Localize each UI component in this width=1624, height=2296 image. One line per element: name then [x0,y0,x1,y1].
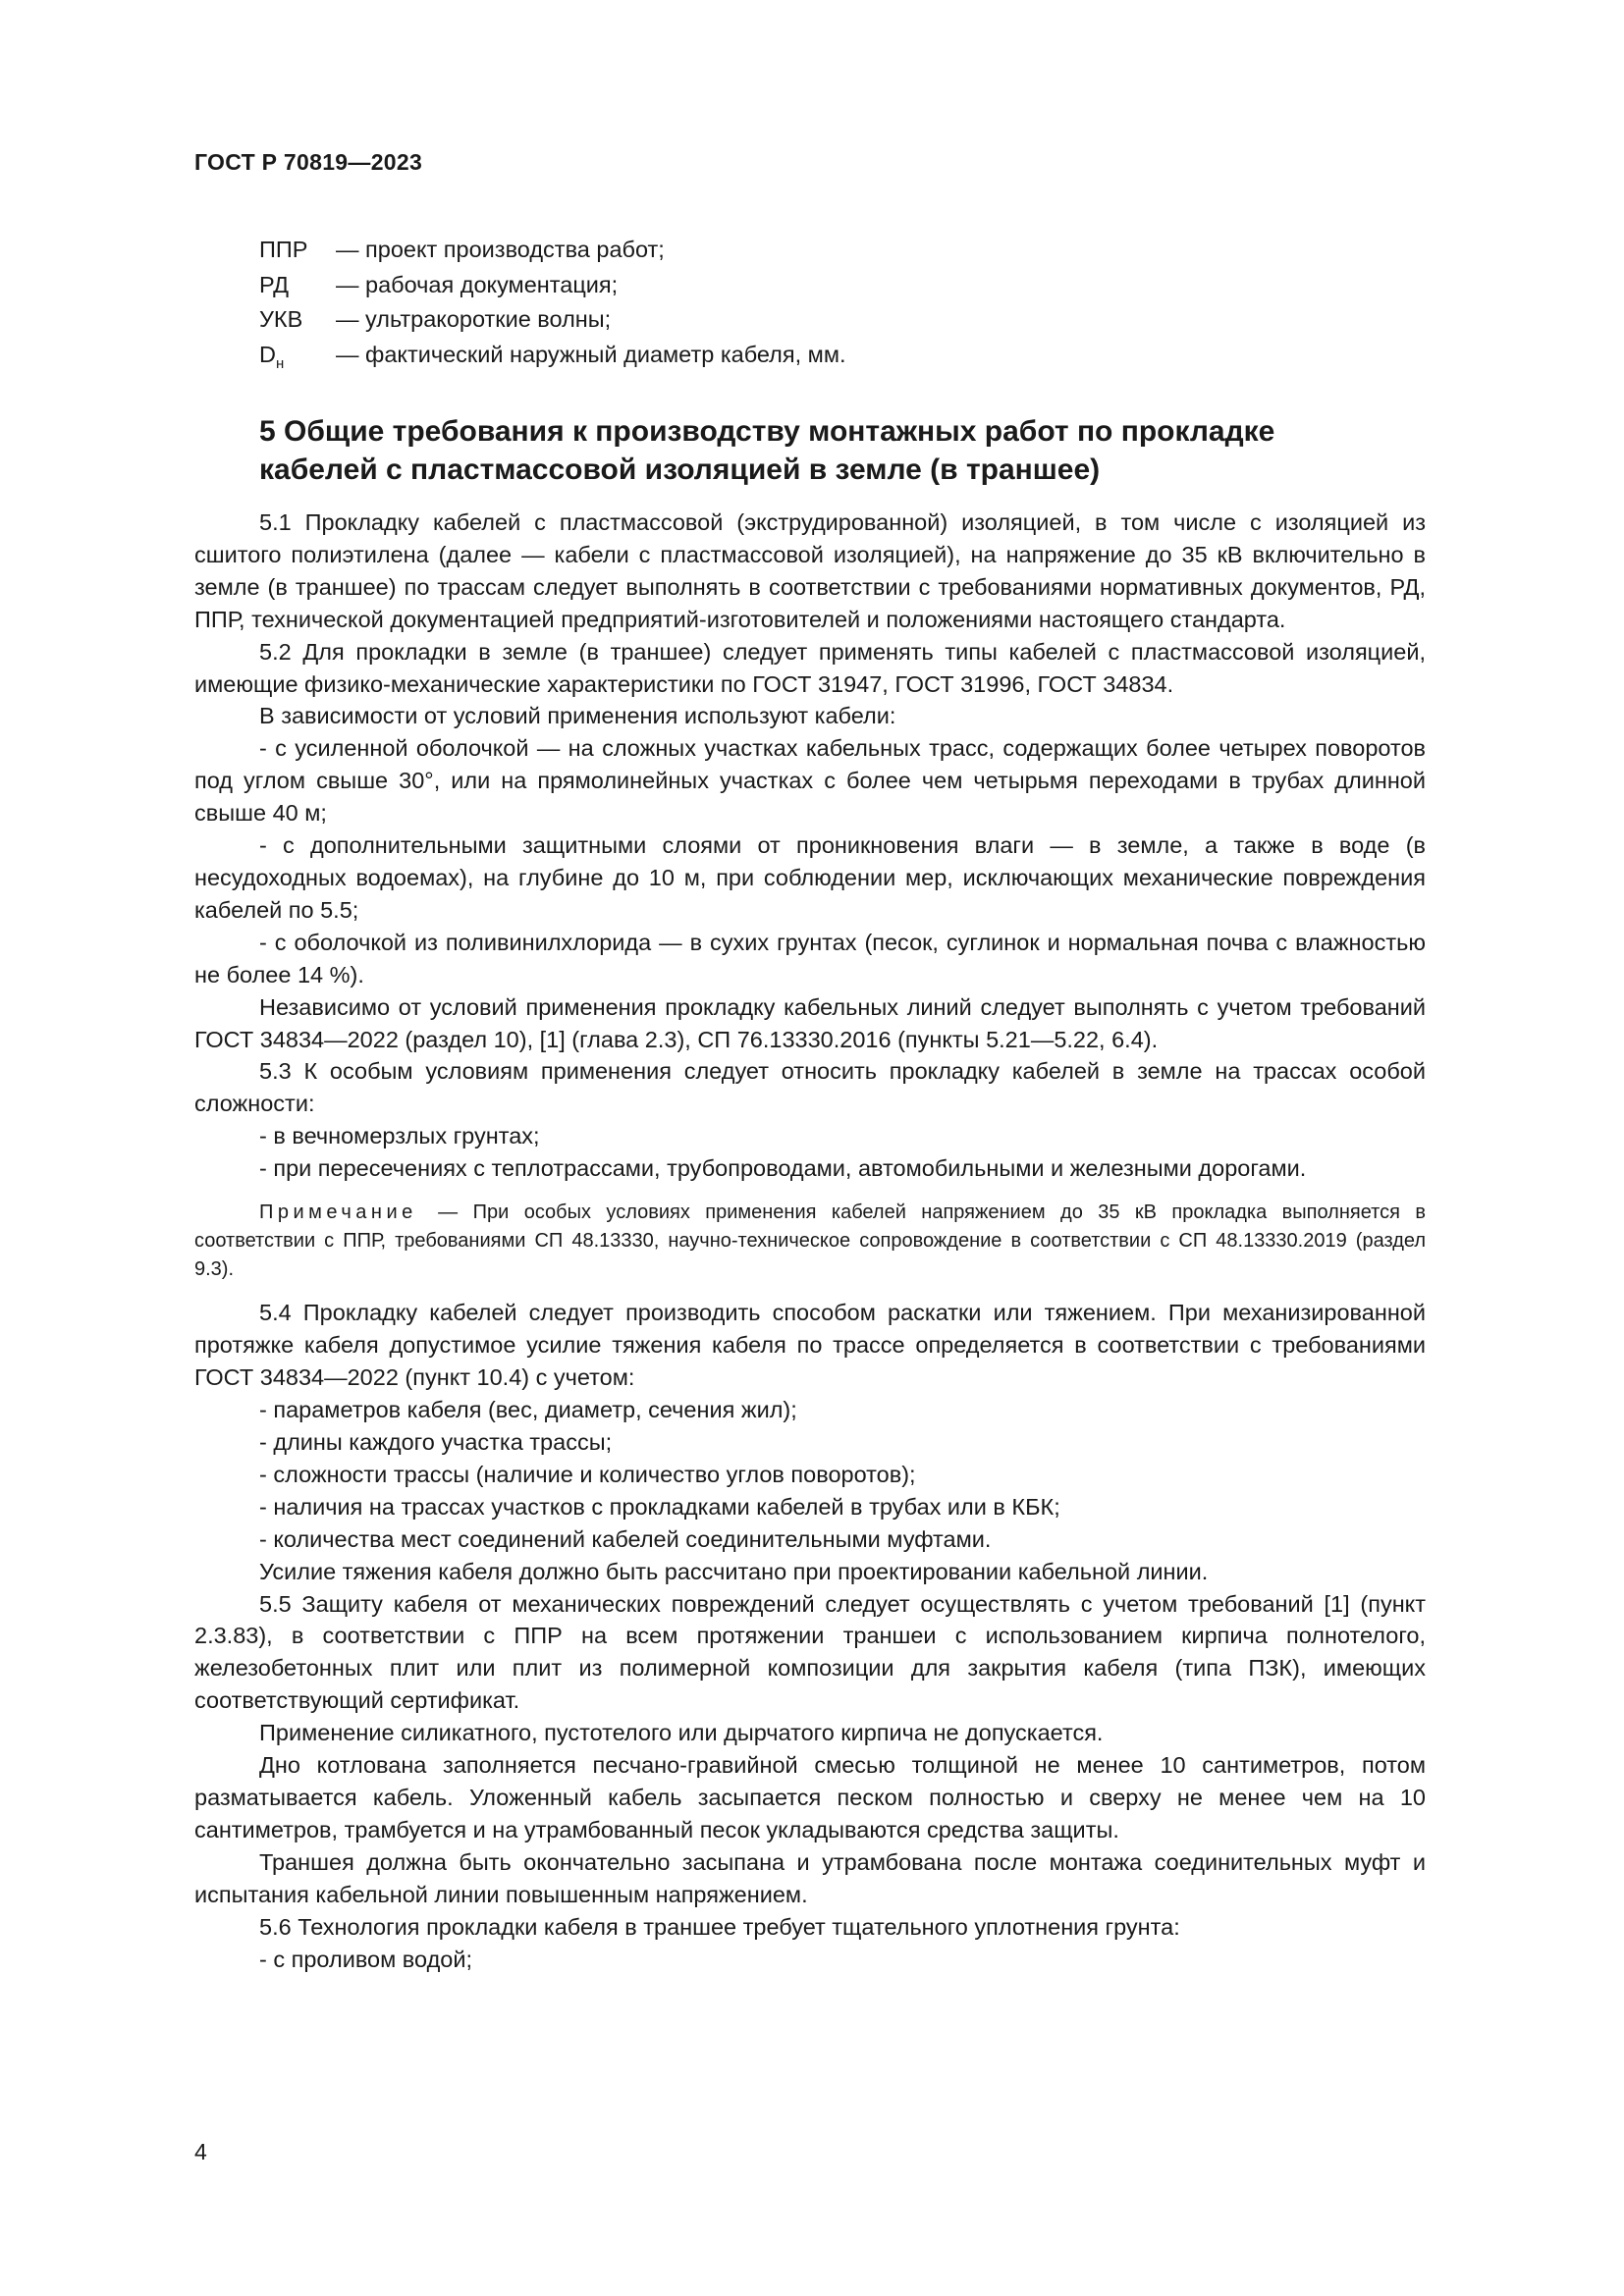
list-item: - параметров кабеля (вес, диаметр, сечения жил); [259,1397,797,1423]
abbreviation-item [259,233,846,268]
abbreviation-term: УКВ [259,306,303,332]
abbreviation-item [259,302,846,338]
abbreviation-definition: — рабочая документация; [336,271,619,297]
note-text: — При особых условиях применения кабелей напряжением до 35 кВ прокладка выполняется в соответствии с ППР, требованиями СП 48.13330, научно-техническое сопровождение в соответствии с СП 48.13330.2019 (раздел 9.3). [194,1201,1426,1280]
paragraph-conditions: В зависимости от условий применения используют кабели: [259,703,896,729]
paragraph-5-1: 5.1 Прокладку кабелей с пластмассовой (экструдированной) изоляцией, в том числе с изоляцией из сшитого полиэтилена (далее — кабели с пластмассовой изоляцией), на напряжение до 35 кВ включительно в земле (в траншее) по трассам следует выполнять в соответствии с требованиями нормативных документов, РД, ППР, технической документацией предприятий-изготовителей и положениями настоящего стандарта. [194,509,1426,632]
section-body [194,507,1426,1975]
paragraph-trench: Траншея должна быть окончательно засыпана и утрамбована после монтажа соединительных муфт и испытания кабельной линии повышенным напряжением. [194,1848,1426,1907]
standard-header: ГОСТ Р 70819—2023 [194,149,423,175]
abbreviation-term: РД [259,271,290,297]
abbreviation-definition: — проект производства работ; [336,237,665,262]
list-item: - с усиленной оболочкой — на сложных участках кабельных трасс, содержащих более четырех поворотов под углом свыше 30°, или на прямолинейных участках с более чем четырьмя переходами в трубах длинной свыше 40 м; [194,735,1426,827]
abbreviation-term-subscript: н [275,354,285,372]
abbreviation-term: ППР [259,237,308,262]
section-title-line: 5 Общие требования к производству монтажных работ по прокладке [259,415,1275,448]
list-item: - с проливом водой; [259,1946,473,1972]
abbreviation-item [259,338,846,382]
page-number: 4 [194,2139,207,2164]
list-item: - с дополнительными защитными слоями от проникновения влаги — в земле, а также в воде (в несудоходных водоемах), на глубине до 10 м, при соблюдении мер, исключающих механические повреждения кабелей по 5.5; [194,832,1426,923]
paragraph-bottom: Дно котлована заполняется песчано-гравийной смесью толщиной не менее 10 сантиметров, потом разматывается кабель. Уложенный кабель засыпается песком полностью и сверху не менее чем на 10 сантиметров, трамбуется и на утрамбованный песок укладываются средства защиты. [194,1752,1426,1842]
paragraph-silicate: Применение силикатного, пустотелого или дырчатого кирпича не допускается. [259,1720,1104,1746]
list-item: - сложности трассы (наличие и количество углов поворотов); [259,1461,916,1487]
abbreviation-item [259,268,846,303]
abbreviation-definition: — фактический наружный диаметр кабеля, мм. [336,341,846,367]
list-item: - количества мест соединений кабелей соединительными муфтами. [259,1525,992,1552]
section-title-line: кабелей с пластмассовой изоляцией в земле (в траншее) [259,454,1101,486]
section-title [259,412,1437,489]
paragraph-5-2: 5.2 Для прокладки в земле (в траншее) следует применять типы кабелей с пластмассовой изоляцией, имеющие физико-механические характеристики по ГОСТ 31947, ГОСТ 31996, ГОСТ 34834. [194,638,1426,697]
list-item: - длины каждого участка трассы; [259,1429,613,1456]
abbreviation-term [259,338,336,382]
paragraph-regardless: Независимо от условий применения прокладку кабельных линий следует выполнять с учетом требований ГОСТ 34834—2022 (раздел 10), [1] (глава 2.3), СП 76.13330.2016 (пункты 5.21—5.22, 6.4). [194,993,1426,1052]
abbreviations-list [259,233,846,381]
abbreviation-definition: — ультракороткие волны; [336,306,612,332]
list-item: - с оболочкой из поливинилхлорида — в сухих грунтах (песок, суглинок и нормальная почва с влажностью не более 14 %). [194,929,1426,988]
list-item: - наличия на трассах участков с прокладками кабелей в трубах или в КБК; [259,1493,1060,1520]
note [194,1199,1426,1283]
list-item: - при пересечениях с теплотрассами, трубопроводами, автомобильными и железными дорогами. [259,1155,1307,1182]
paragraph-5-4: 5.4 Прокладку кабелей следует производить способом раскатки или тяжением. При механизированной протяжке кабеля допустимое усилие тяжения кабеля по трассе определяется в соответствии с требованиями ГОСТ 34834—2022 (пункт 10.4) с учетом: [194,1300,1426,1391]
paragraph-5-5: 5.5 Защиту кабеля от механических повреждений следует осуществлять с учетом требований [1] (пункт 2.3.83), в соответствии с ППР на всем протяжении траншеи с использованием кирпича полнотелого, железобетонных плит или плит из полимерной композиции для закрытия кабеля (типа ПЗК), имеющих соответствующий сертификат. [194,1590,1426,1714]
paragraph-tension: Усилие тяжения кабеля должно быть рассчитано при проектировании кабельной линии. [259,1558,1209,1584]
list-item: - в вечномерзлых грунтах; [259,1123,540,1149]
paragraph-5-3: 5.3 К особым условиям применения следует относить прокладку кабелей в земле на трассах особой сложности: [194,1058,1426,1117]
abbreviation-term-symbol: D [259,341,276,367]
paragraph-5-6: 5.6 Технология прокладки кабеля в траншее требует тщательного уплотнения грунта: [259,1913,1180,1940]
note-label: Примечание [259,1201,417,1224]
